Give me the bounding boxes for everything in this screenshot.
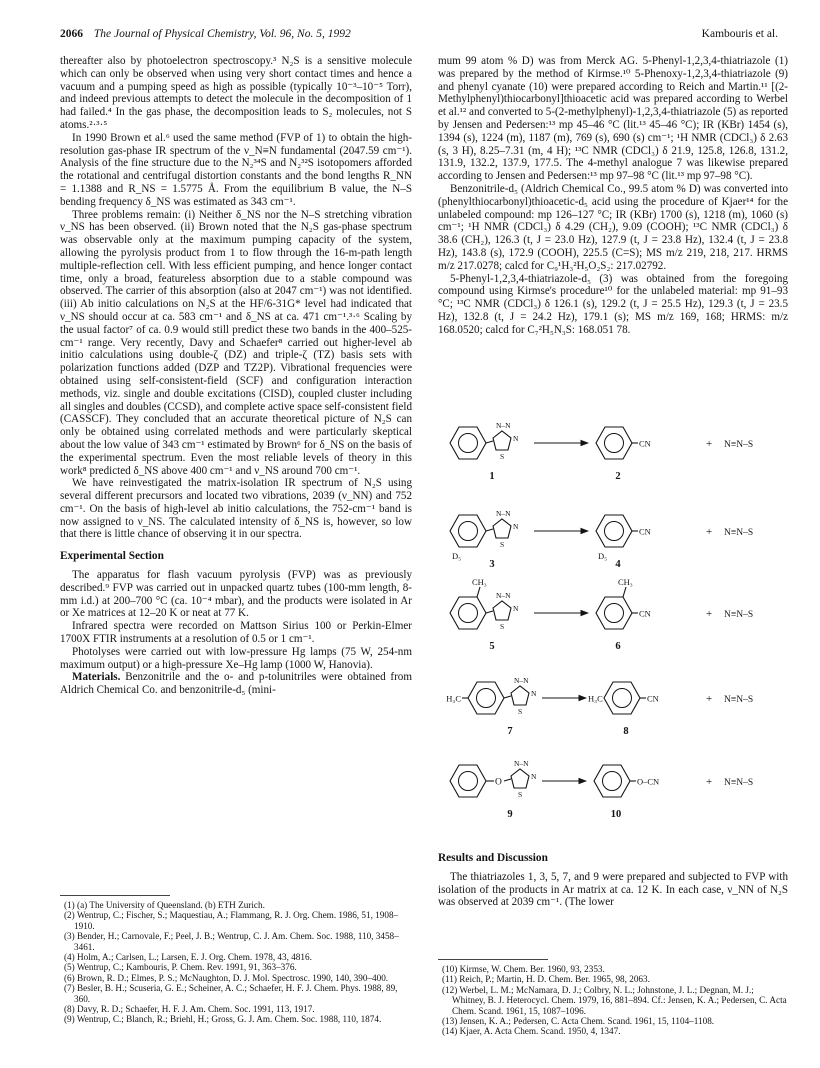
footnote-rule-left: [60, 895, 170, 896]
plus-sign: +: [706, 693, 713, 705]
nitrile-label: O–CN: [637, 776, 660, 787]
ring-nitrogen-label: N–N: [496, 421, 511, 430]
bond: [504, 696, 511, 698]
paragraph: The apparatus for flash vacuum pyrolysis (FVP) was as previously described.⁹ FVP was carried out in unpacked quartz tubes (100-mm length, 8-mm i.d.) at 200–700 °C (ca. 10⁻⁴ mbar), and the products were isolated in Ar or Xe matrices at 12–20 K or neat at 77 K.: [60, 569, 412, 620]
nitrile-label: CN: [639, 526, 651, 537]
paragraph: The thiatriazoles 1, 3, 5, 7, and 9 were prepared and subjected to FVP with isolation of the products in Ar matrix at ca. 12 K. In each case, ν_NN of N₂S was observed at 2039 cm⁻¹. (The lower: [438, 870, 788, 909]
paragraph: Three problems remain: (i) Neither δ_NS nor the N–S stretching vibration ν_NS has been observed. (ii) Brown noted that the N₂S gas-phase spectrum was observable only at the maximum pumping capacity of the system, allowing the pyrolysis product from 1 to flow through the 16-m-path length multiple-reflection cell. With less efficient pumping, and hence longer contact time, only a broad, featureless absorption due to a stable compound was observed. The carrier of this absorption (also at 2047 cm⁻¹) was not identified. (iii) Ab initio calculations on N₂S at the HF/6-31G* level had indicated that ν_NS should occur at ca. 583 cm⁻¹ and δ_NS at ca. 471 cm⁻¹.³·⁶ Scaling by the usual factor⁷ of ca. 0.9 would still predict these two bands in the 400–525-cm⁻¹ range. Very recently, Davy and Schaefer⁸ carried out higher-level ab initio calculations using double-ζ (DZ) and triple-ζ (TZ) basis sets with polarization functions added (DZP and TZ2P). Vibrational frequencies were obtained using self-consistent-field (SCF) and configuration interaction methods, viz. single and double excitations (CISD), coupled cluster including all singles and doubles (CCSD), and complete active space self-consistent field (CASSCF). They concluded that an accurate theoretical picture of N₂S can only be obtained using correlated methods and were particularly skeptical about the low value of 343 cm⁻¹ estimated by Brown⁶ for δ_NS on the basis of the experimental spectrum. Even the most reliable levels of theory in this work⁸ predicted δ_NS above 400 cm⁻¹ and ν_NS around 700 cm⁻¹.: [60, 208, 412, 477]
ring-sulfur-label: S: [500, 622, 505, 631]
paragraph: We have reinvestigated the matrix-isolation IR spectrum of N₂S using several different precursors and located two vibrations, 2039 (ν_NN) and 752 cm⁻¹. On the basis of high-level ab initio calculations, the 752-cm⁻¹ band is now assigned to ν_NS. The calculated intensity of δ_NS is, however, so low that there is little chance of observing it in our spectra.: [60, 477, 412, 541]
thiatriazole-ring: [493, 519, 511, 538]
compound-number: 8: [623, 726, 629, 737]
benzene-ring: [450, 765, 486, 797]
ring-nitrogen-label: N: [531, 772, 537, 781]
running-authors: Kambouris et al.: [701, 28, 778, 40]
reference: (1) (a) The University of Queensland. (b) ETH Zurich.: [64, 900, 265, 910]
ring-nitrogen-label: N–N: [496, 509, 511, 518]
reference: (9) Wentrup, C.; Blanch, R.; Briehl, H.; Gross, G. J. Am. Chem. Soc. 1988, 110, 1874.: [64, 1014, 382, 1025]
reference: (4) Holm, A.; Carlsen, L.; Larsen, E. J. Org. Chem. 1978, 43, 4816.: [64, 952, 312, 963]
compound-number: 6: [615, 641, 621, 652]
ring-nitrogen-label: N–N: [514, 676, 529, 685]
benzene-ring: [450, 597, 486, 629]
benzene-ring: [450, 515, 486, 547]
methyl-label: H₃C: [588, 693, 603, 704]
n2s-label: N≡N–S: [724, 778, 754, 788]
n2s-label: N≡N–S: [724, 610, 754, 620]
benzene-ring: [594, 765, 630, 797]
thiatriazole-ring: [493, 601, 511, 620]
reference: (6) Brown, R. D.; Elmes, P. S.; McNaughton, D. J. Mol. Spectrosc. 1990, 140, 390–400.: [64, 972, 389, 983]
ring-nitrogen-label: N: [513, 434, 519, 443]
plus-sign: +: [706, 438, 713, 450]
thiatriazole-ring: [511, 686, 529, 705]
ring-sulfur-label: S: [518, 790, 523, 799]
ring-nitrogen-label: N–N: [514, 759, 529, 768]
materials-text: Benzonitrile and the o- and p-tolunitriles were obtained from Aldrich Chemical Co. and benzonitrile-d₅ (mini-: [60, 671, 412, 697]
bond: [486, 529, 493, 531]
compound-number: 10: [610, 809, 622, 820]
scheme-drawing: [438, 403, 788, 843]
paragraph: 5-Phenyl-1,2,3,4-thiatriazole-d₅ (3) was obtained from the foregoing compound using Kirmse's procedure¹⁰ for the unlabeled material: mp 91–93 °C; ¹³C NMR (CDCl₃) δ 126.1 (s), 129.2 (t, J = 25.5 Hz), 129.3 (t, J = 23.5 Hz), 132.8 (t, J = 24.2 Hz), 179.1 (s); MS m/z 169, 168; HRMS: m/z 168.0520; calcd for C₇²H₅N₃S: 168.051 78.: [438, 272, 788, 336]
thiatriazole-ring: [493, 431, 511, 450]
ring-nitrogen-label: N: [531, 689, 537, 698]
methyl-label: CH₃: [472, 577, 487, 587]
nitrile-label: CN: [639, 608, 651, 619]
compound-number: 3: [489, 559, 495, 570]
footnote-rule-right: [438, 959, 548, 960]
paragraph: Infrared spectra were recorded on Mattson Sirius 100 or Perkin-Elmer 1700X FTIR instruments at a resolution of 0.5 or 1 cm⁻¹.: [60, 620, 412, 646]
reference: (5) Wentrup, C.; Kambouris, P. Chem. Rev. 1991, 91, 363–376.: [64, 962, 297, 973]
benzene-ring: [596, 427, 632, 459]
bond: [486, 441, 493, 443]
benzene-ring: [596, 597, 632, 629]
bond: [486, 611, 493, 613]
ring-sulfur-label: S: [500, 452, 505, 461]
benzene-ring: [468, 682, 504, 714]
reference: (10) Kirmse, W. Chem. Ber. 1960, 93, 2353.: [442, 964, 605, 974]
benzene-ring: [604, 682, 640, 714]
ring-nitrogen-label: N: [513, 604, 519, 613]
paragraph: In 1990 Brown et al.⁶ used the same method (FVP of 1) to obtain the high-resolution gas-phase IR spectrum of the ν_N≡N fundamental (2047.59 cm⁻¹). Analysis of the fine structure due to the N₂³⁴S and N₂³²S isotopomers afforded the rotational and centrifugal distortion constants and the bond lengths R_NN = 1.1388 and R_NS = 1.5775 Å. From the equilibrium B value, the N–S bending frequency δ_NS was estimated as 343 cm⁻¹.: [60, 131, 412, 208]
reference: (12) Werbel, L. M.; McNamara, D. J.; Colbry, N. L.; Johnstone, J. L.; Degnan, M. J.; Whitney, B. J. Heterocycl. Chem. 1979, 16, 881–894. Cf.: Jensen, K. A.; Pedersen, C. Acta Chem. Scand. 1961, 15, 1087–1096.: [442, 984, 787, 1016]
left-column: [60, 55, 412, 697]
references-left: [60, 900, 412, 1025]
methyl-label: H₃C: [446, 693, 461, 704]
journal-title: The Journal of Physical Chemistry, Vol. 96, No. 5, 1992: [93, 28, 351, 40]
deuterium-label: D₅: [452, 551, 462, 561]
compound-number: 5: [489, 641, 495, 652]
compound-number: 9: [507, 809, 513, 820]
page-number: 2066: [60, 28, 83, 40]
paragraph: Benzonitrile-d₅ (Aldrich Chemical Co., 99.5 atom % D) was converted into (phenylthiocarbonyl)thioacetic-d₅ acid using the procedure of Kjaer¹⁴ for the unlabeled compound: mp 126–127 °C; IR (KBr) 1700 (s), 1218 (m), 1060 (s) cm⁻¹; ¹H NMR (CDCl₃) δ 4.29 (CH₂), 9.09 (COOH); ¹³C NMR (CDCl₃) δ 38.6 (CH₂), 126.3 (t, J = 23.0 Hz), 127.9 (t, J = 23.8 Hz), 132.4 (t, J = 23.8 Hz), 143.8 (s), 172.9 (COOH), 225.5 (C=S); MS m/z 219, 218, 217. HRMS m/z 217.0278; calcd for C₉¹H₃²H₅O₂S₂: 217.02792.: [438, 182, 788, 272]
compound-number: 2: [615, 471, 621, 482]
reference: (2) Wentrup, C.; Fischer, S.; Maquestiau, A.; Flammang, R. J. Org. Chem. 1986, 51, 1908–1910.: [64, 910, 399, 931]
paragraph: mum 99 atom % D) was from Merck AG. 5-Phenyl-1,2,3,4-thiatriazole (1) was prepared by the method of Kirmse.¹⁰ 5-Phenoxy-1,2,3,4-thiatriazole (9) and phenyl cyanate (10) were prepared according to Reich and Martin.¹¹ [(2-Methylphenyl)thiocarbonyl]thioacetic acid was prepared according to Werbel et al.¹² and converted to 5-(2-methylphenyl)-1,2,3,4-thiatriazole (5) as reported by Jensen and Pedersen:¹³ mp 45–46 °C (lit.¹³ 45–46 °C); IR (KBr) 1454 (s), 1394 (s), 1224 (m), 1187 (m), 769 (s), 690 (s) cm⁻¹; ¹H NMR (CDCl₃) δ 2.63 (s, 3 H), 8.25–7.31 (m, 4 H); ¹³C NMR (CDCl₃) δ 21.9, 125.8, 126.8, 131.2, 131.9, 132.2, 137.9, 177.5. The 4-methyl analogue 7 was likewise prepared according to Jensen and Pedersen:¹³ mp 97–98 °C (lit.¹³ mp 97–98 °C).: [438, 55, 788, 183]
reference: (7) Besler, B. H.; Scuseria, G. E.; Scheiner, A. C.; Schaefer, H. F. J. Chem. Phys. 1988, 89, 360.: [64, 983, 398, 1004]
results-section: [438, 852, 788, 909]
methyl-label: CH₃: [618, 577, 633, 587]
reference: (13) Jensen, K. A.; Pedersen, C. Acta Chem. Scand. 1961, 15, 1104–1108.: [442, 1016, 715, 1027]
ring-nitrogen-label: N–N: [496, 591, 511, 600]
bond: [623, 587, 626, 597]
plus-sign: +: [706, 608, 713, 620]
page-header: [60, 28, 778, 44]
ring-sulfur-label: S: [500, 540, 505, 549]
bond: [504, 779, 511, 781]
reference: (8) Davy, R. D.; Schaefer, H. F. J. Am. Chem. Soc. 1991, 113, 1917.: [64, 1004, 315, 1015]
paragraph: thereafter also by photoelectron spectroscopy.³ N₂S is a sensitive molecule which can only be observed when using very short contact times and hence a vacuum and a pumping speed as high as possible (typically 10⁻³–10⁻⁵ Torr), and indeed previous attempts to detect the molecule in the decomposition of 1 had failed.⁴ In the gas phase, the decomposition leads to S₂ molecules, not S atoms.²·³·⁵: [60, 55, 412, 131]
section-heading-experimental: Experimental Section: [60, 550, 164, 563]
ring-nitrogen-label: N: [513, 522, 519, 531]
benzene-ring: [596, 515, 632, 547]
references-right: [438, 964, 788, 1037]
bond: [477, 587, 480, 597]
nitrile-label: CN: [639, 438, 651, 449]
deuterium-label: D₅: [598, 551, 608, 561]
thiatriazole-ring: [511, 769, 529, 788]
paragraph-materials: [60, 671, 412, 697]
n2s-label: N≡N–S: [724, 528, 754, 538]
reference: (11) Reich, P.; Martin, H. D. Chem. Ber. 1965, 98, 2063.: [442, 974, 650, 985]
reference: (14) Kjaer, A. Acta Chem. Scand. 1950, 4, 1347.: [442, 1026, 621, 1037]
reaction-scheme: [438, 403, 788, 843]
paragraph: Photolyses were carried out with low-pressure Hg lamps (75 W, 254-nm maximum output) or a high-pressure Xe–Hg lamp (1000 W, Hanovia).: [60, 645, 412, 671]
compound-number: 1: [489, 471, 495, 482]
benzene-ring: [450, 427, 486, 459]
materials-label: Materials.: [72, 671, 121, 684]
n2s-label: N≡N–S: [724, 440, 754, 450]
compound-number: 4: [615, 559, 621, 570]
reference: (3) Bender, H.; Carnovale, F.; Peel, J. B.; Wentrup, C. J. Am. Chem. Soc. 1988, 110, 3458–3461.: [64, 931, 399, 952]
compound-number: 7: [507, 726, 513, 737]
oxygen-label: O: [495, 777, 502, 788]
right-column: [438, 55, 788, 337]
nitrile-label: CN: [647, 693, 659, 704]
plus-sign: +: [706, 526, 713, 538]
plus-sign: +: [706, 776, 713, 788]
section-heading-results: Results and Discussion: [438, 852, 548, 864]
n2s-label: N≡N–S: [724, 695, 754, 705]
ring-sulfur-label: S: [518, 707, 523, 716]
